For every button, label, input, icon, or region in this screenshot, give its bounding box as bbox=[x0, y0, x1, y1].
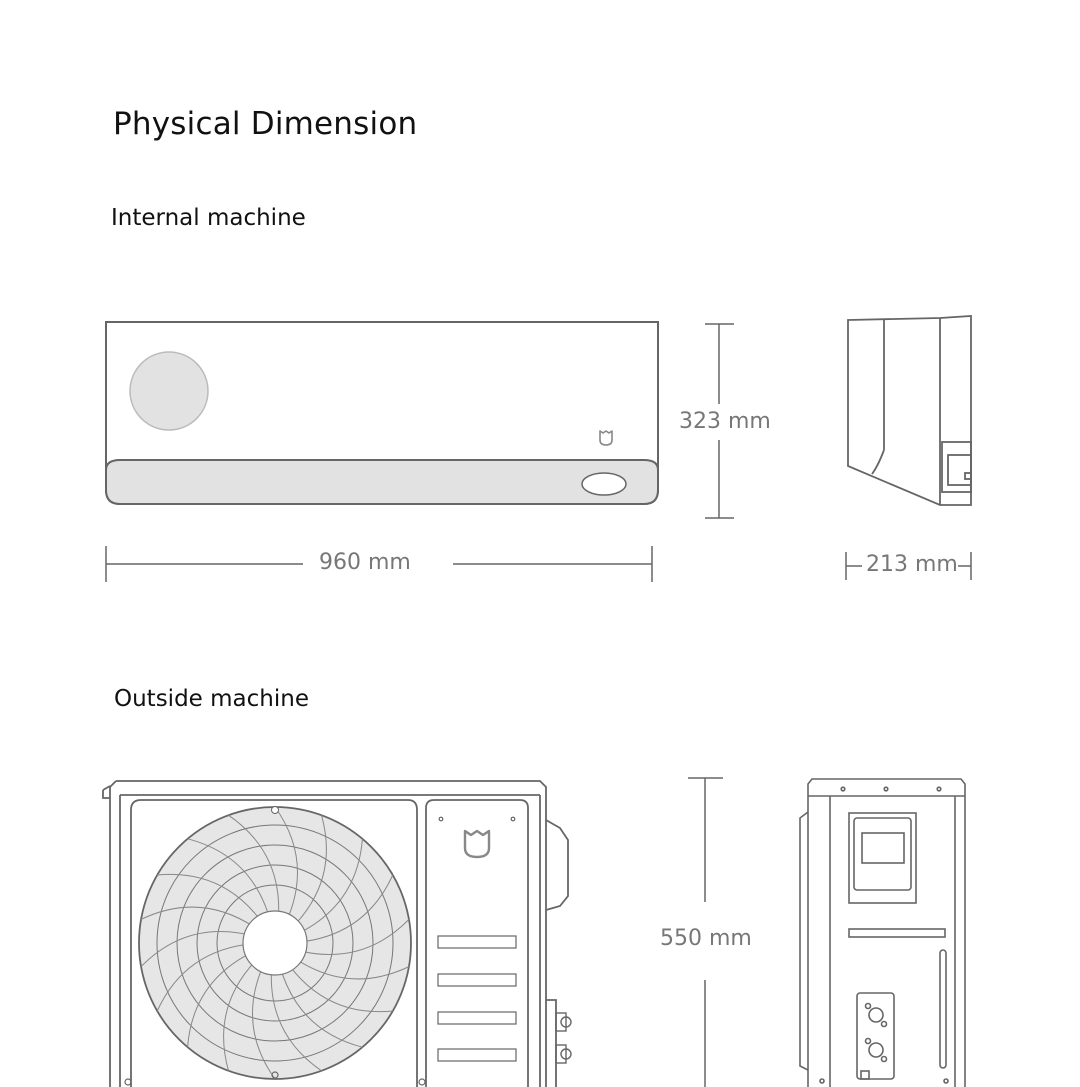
outdoor-unit-side-drawing bbox=[800, 779, 965, 1087]
indoor-width-label: 960 mm bbox=[319, 550, 411, 575]
indoor-unit-side-drawing bbox=[848, 316, 971, 505]
indoor-depth-label: 213 mm bbox=[866, 552, 958, 577]
outdoor-service-valves bbox=[556, 1013, 571, 1063]
internal-machine-heading: Internal machine bbox=[111, 205, 306, 231]
outdoor-mijia-logo-icon bbox=[465, 831, 489, 857]
outdoor-fan-grille bbox=[137, 807, 413, 1080]
outside-machine-heading: Outside machine bbox=[114, 686, 309, 712]
indoor-height-label: 323 mm bbox=[679, 409, 771, 434]
outdoor-height-label: 550 mm bbox=[660, 922, 752, 955]
indoor-unit-front-drawing bbox=[106, 322, 658, 504]
page-title: Physical Dimension bbox=[113, 106, 418, 142]
